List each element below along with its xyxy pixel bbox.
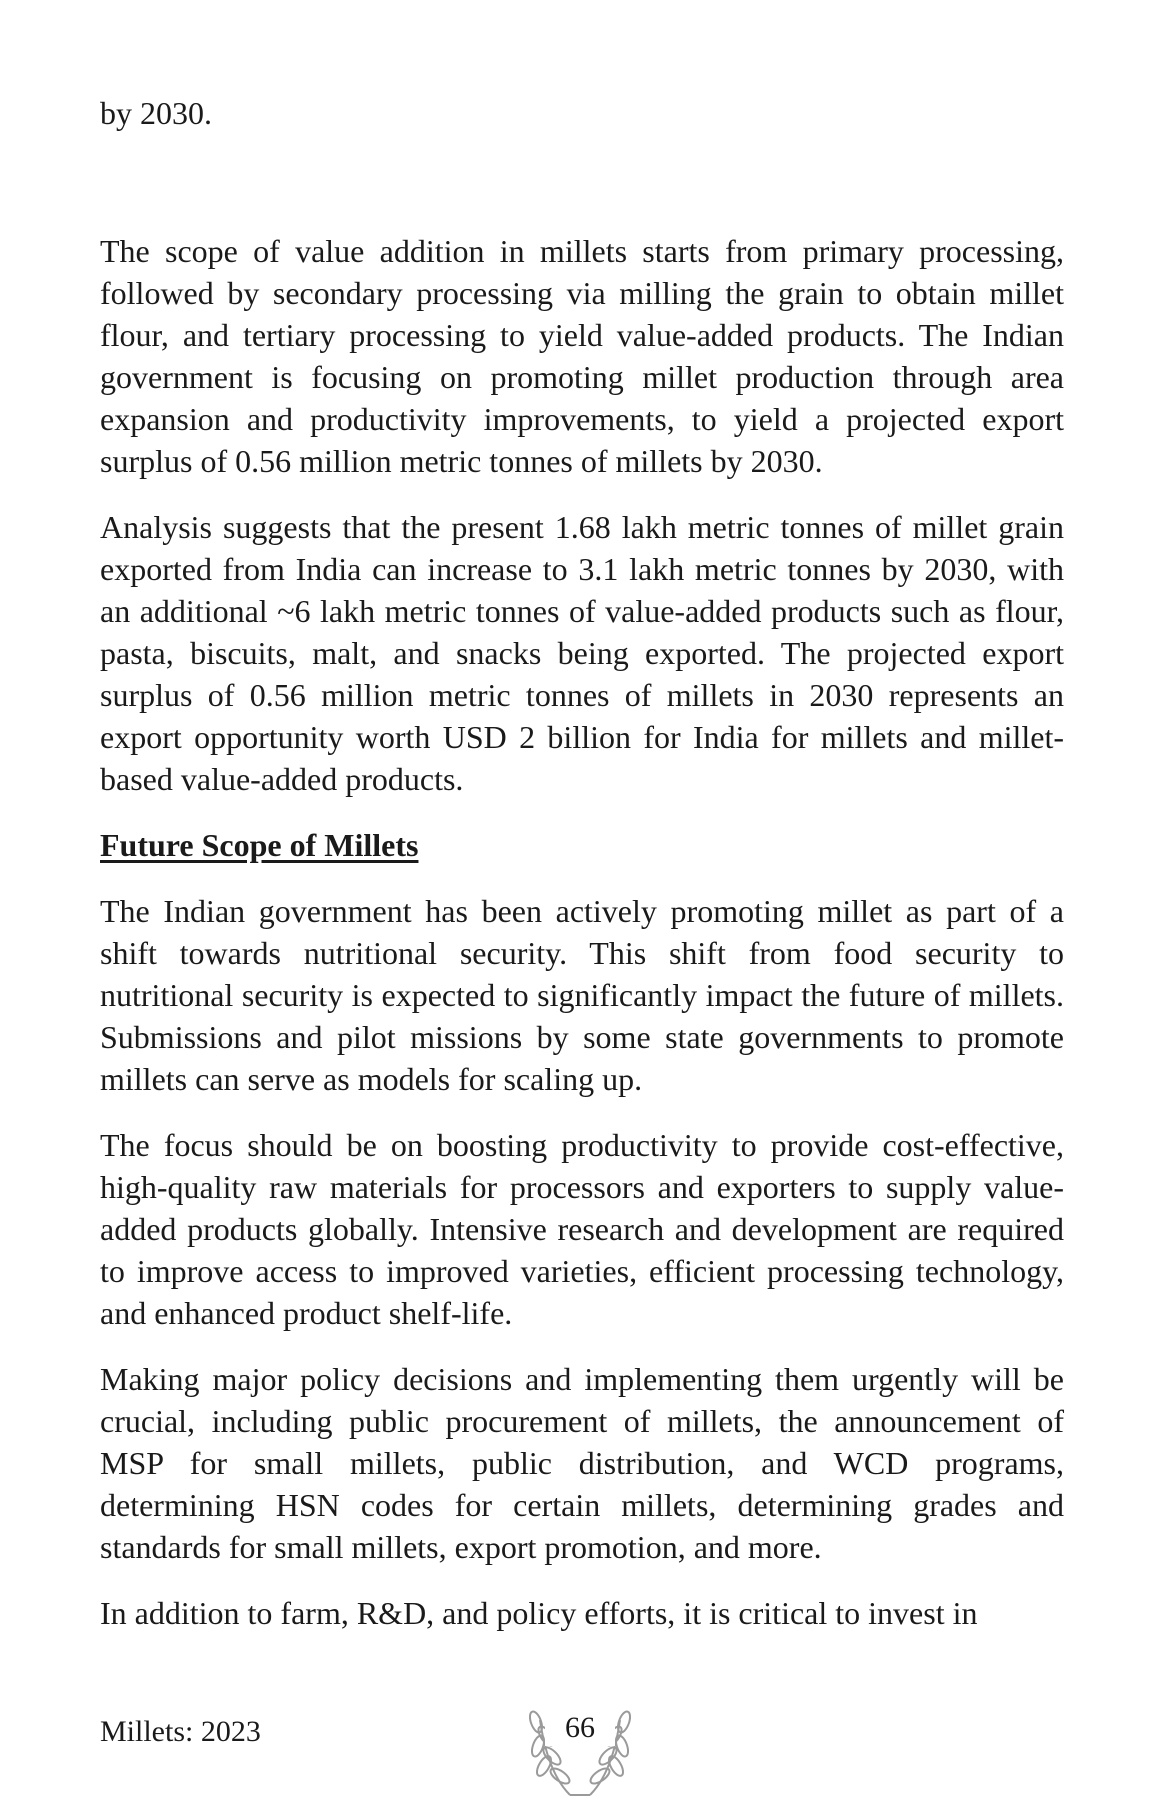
section-heading: Future Scope of Millets xyxy=(100,827,419,863)
paragraph-export-analysis: Analysis suggests that the present 1.68 lakh metric tonnes of millet grain exported from India can increase to 3.1 lakh metric tonnes by 2030, with an additional ~6 lakh metric tonnes of value-added products such as flour, pasta, biscuits, malt, and snacks being exported. The projected export surplus of 0.56 million metric tonnes of millets in 2030 represents an export opportunity worth USD 2 billion for India for millets and millet-based value-added products. xyxy=(100,509,1064,797)
paragraph-nutritional-security: The Indian government has been actively promoting millet as part of a shift towards nutritional security. This shift from food security to nutritional security is expected to significantly impact the future of millets. Submissions and pilot missions by some state governments to promote millets can serve as models for scaling up. xyxy=(100,893,1064,1097)
paragraph-policy-decisions: Making major policy decisions and implementing them urgently will be crucial, including public procurement of millets, the announcement of MSP for small millets, public distribution, and WCD programs, determining HSN codes for certain millets, determining grades and standards for small millets, export promotion, and more. xyxy=(100,1361,1064,1565)
paragraph-value-addition: The scope of value addition in millets starts from primary processing, followed by secondary processing via milling the grain to obtain millet flour, and tertiary processing to yield value-added products. The Indian government is focusing on promoting millet production through area expansion and productivity improvements, to yield a projected export surplus of 0.56 million metric tonnes of millets by 2030. xyxy=(100,233,1064,479)
page-content xyxy=(100,92,1064,1658)
paragraph-investment: In addition to farm, R&D, and policy efforts, it is critical to invest in xyxy=(100,1595,978,1631)
continuation-text: by 2030. xyxy=(100,95,212,131)
paragraph-productivity-focus: The focus should be on boosting productivity to provide cost-effective, high-quality raw materials for processors and exporters to supply value-added products globally. Intensive research and development are required to improve access to improved varieties, efficient processing technology, and enhanced product shelf-life. xyxy=(100,1127,1064,1331)
page-number: 66 xyxy=(545,1710,615,1746)
footer-book-title: Millets: 2023 xyxy=(100,1715,261,1748)
